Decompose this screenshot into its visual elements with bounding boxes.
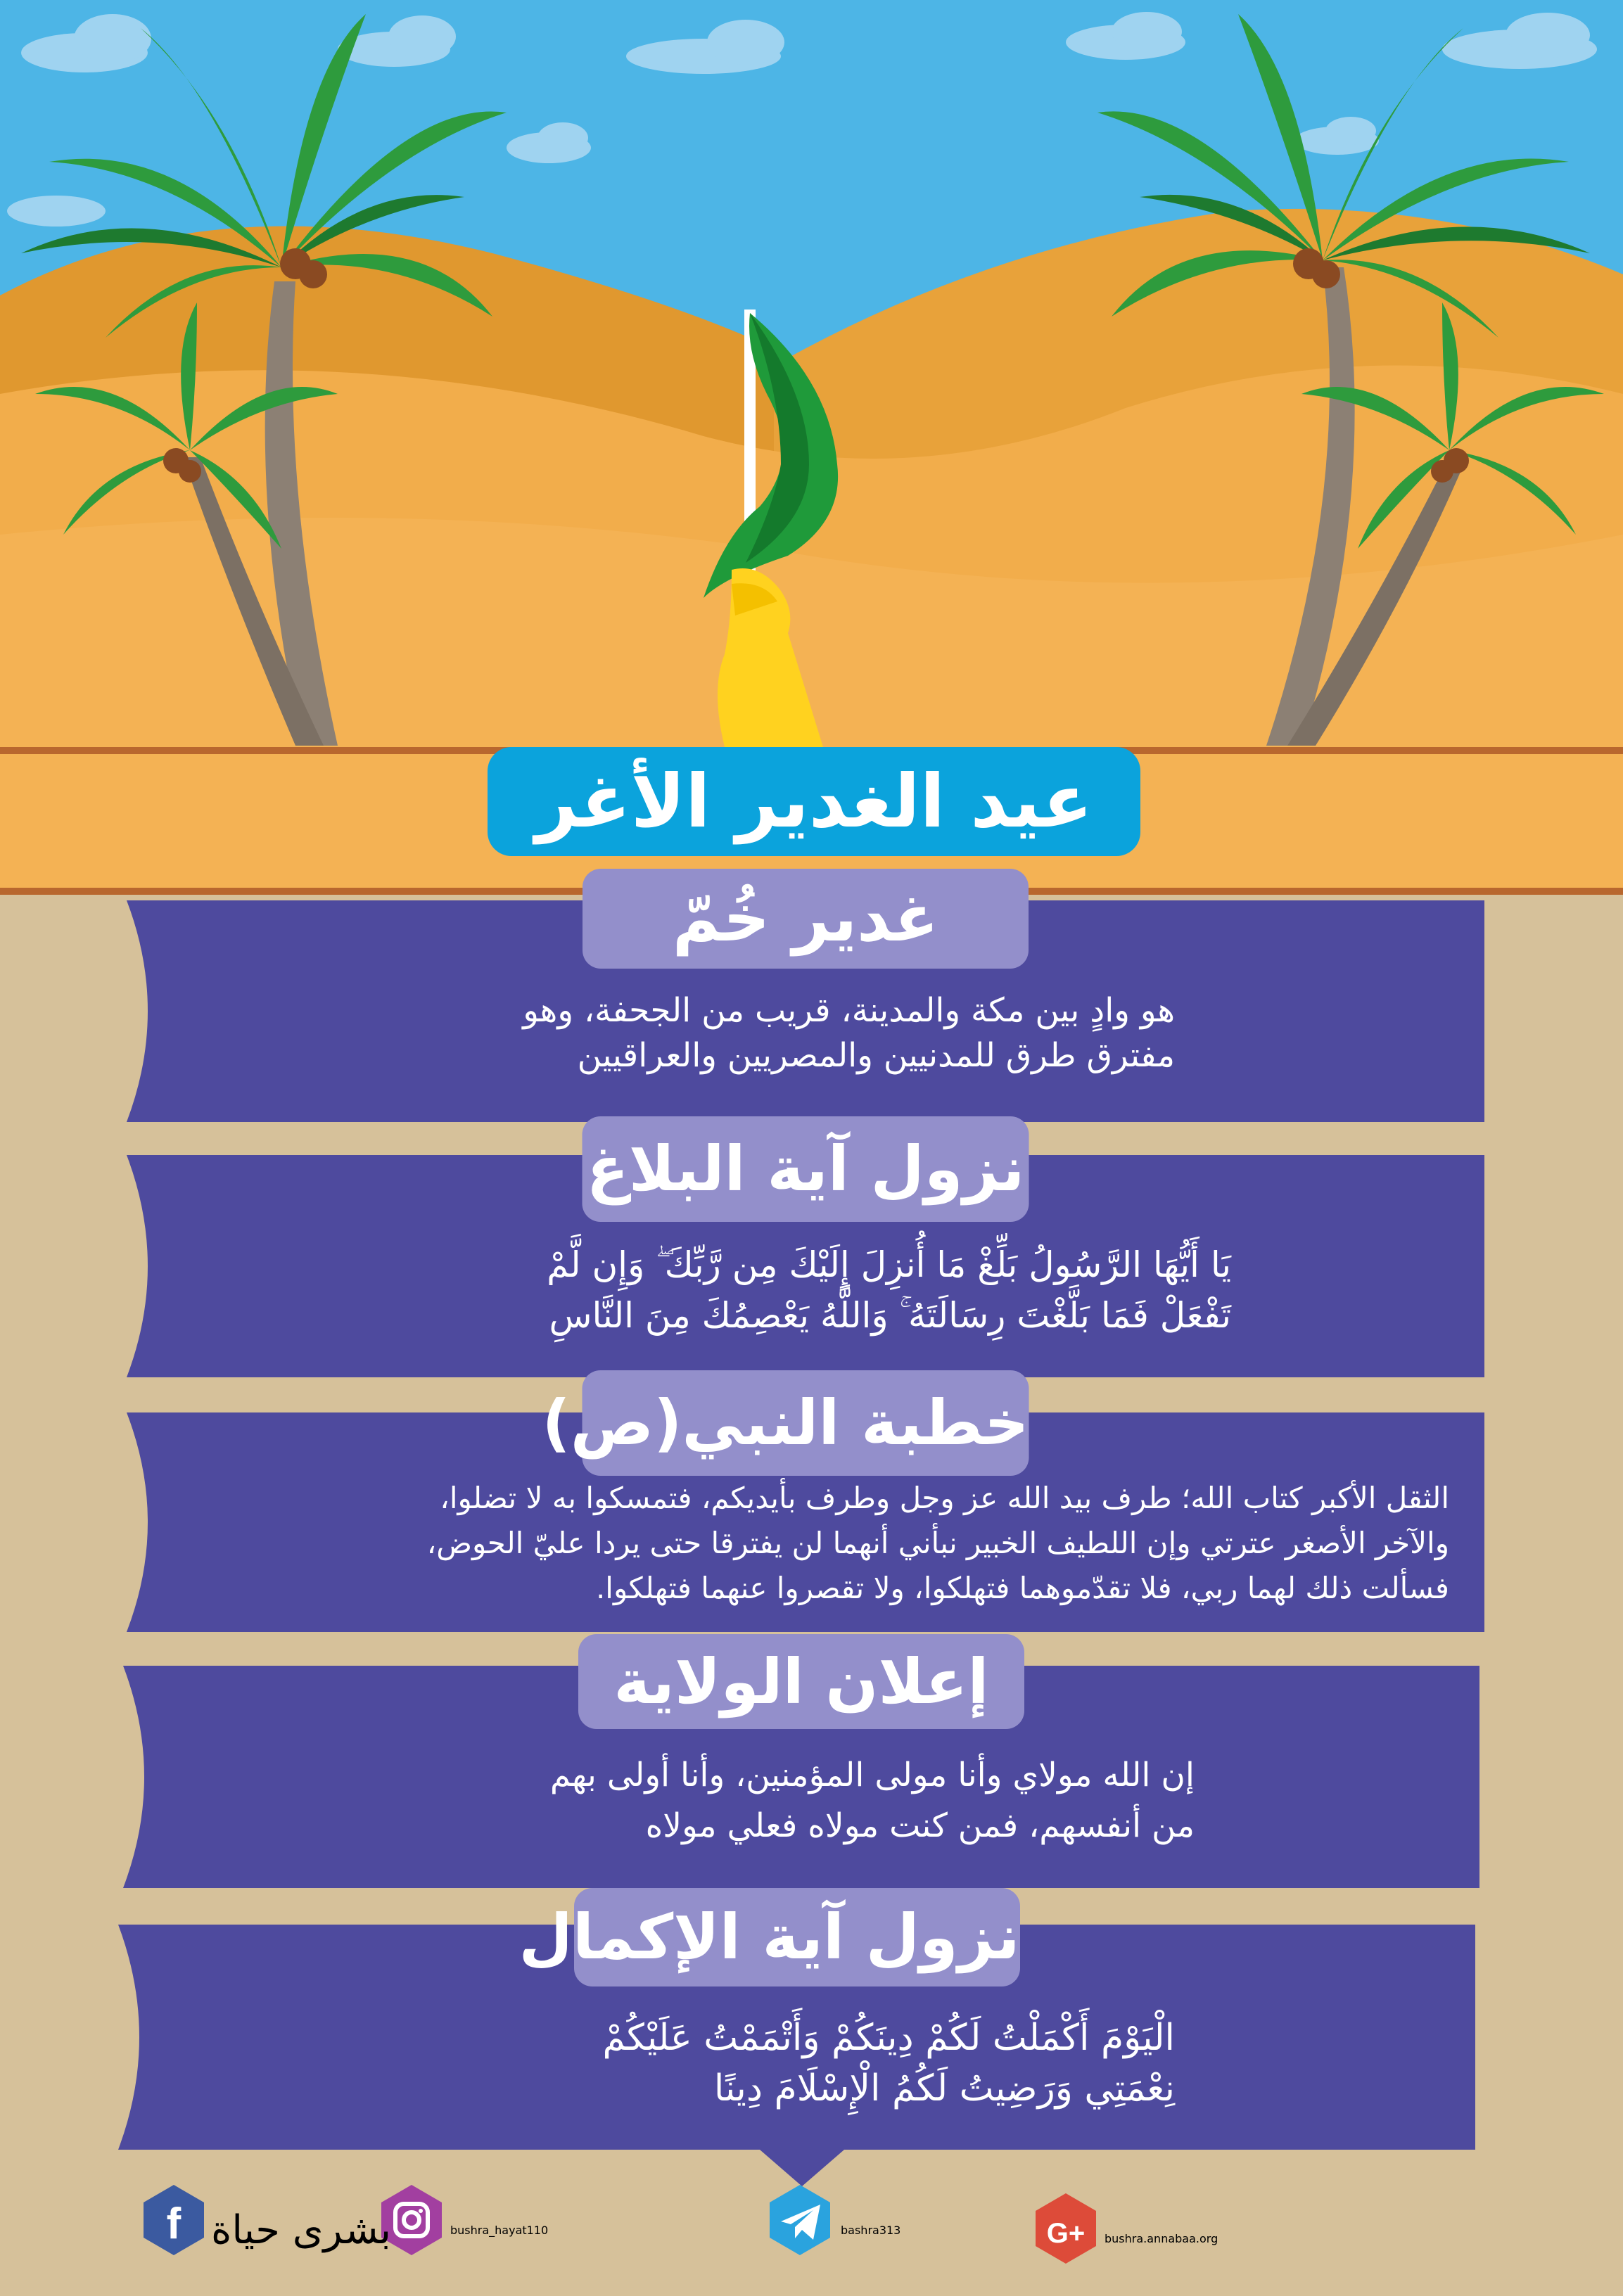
section-text: الثقل الأكبر كتاب الله؛ طرف بيد الله عز وجل وطرف بأيديكم، فتمسكوا به لا تضلوا، والآخر الأصغر عترتي وإن اللطيف الخبير نبأني أنهما لن يفترقا حتى يردا عليّ الحوض، فسألت ذلك لهما ربي، فلا تقدّموهما فتهلكوا، ولا تقصروا عنهما فتهلكوا. — [426, 1481, 1449, 1605]
section-prophet-sermon — [127, 1386, 1484, 1632]
facebook-icon[interactable] — [144, 2185, 204, 2255]
section-declaration-of-wilayah — [123, 1645, 1479, 1888]
instagram-icon[interactable] — [381, 2185, 442, 2255]
google-plus-icon[interactable] — [1036, 2193, 1096, 2264]
section-text: هو وادٍ بين مكة والمدينة، قريب من الجحفة، وهو مفترق طرق للمدنيين والمصريين والعراقيين — [523, 991, 1175, 1075]
svg-text:G+: G+ — [1046, 2218, 1086, 2249]
section-title: نزول آية البلاغ — [583, 1116, 1029, 1222]
section-verse-of-ikmal — [118, 1901, 1475, 2150]
section-title: إعلان الولاية — [578, 1634, 1024, 1729]
section-title: خطبة النبي(ص) — [583, 1370, 1029, 1476]
section-title: نزول آية الإكمال — [574, 1888, 1020, 1986]
section-text: الْيَوْمَ أَكْمَلْتُ لَكُمْ دِينَكُمْ وَأَتْمَمْتُ عَلَيْكُمْ نِعْمَتِي وَرَضِيتُ لَكُمُ الْإِسْلَامَ دِينًا — [602, 2017, 1175, 2110]
section-title: غدير خُمّ — [583, 869, 1029, 969]
section-verse-of-tabligh — [127, 1133, 1484, 1377]
section-ghadir-khumm — [127, 881, 1484, 1122]
telegram-icon[interactable] — [770, 2185, 830, 2255]
website-link[interactable]: bushra.annabaa.org — [1105, 2231, 1218, 2245]
section-text: يَا أَيُّهَا الرَّسُولُ بَلِّغْ مَا أُنزِلَ إِلَيْكَ مِن رَّبِّكَ ۖ وَإِن لَّمْ تَفْعَلْ فَمَا بَلَّغْتَ رِسَالَتَهُ ۚ وَاللَّهُ يَعْصِمُكَ مِنَ النَّاسِ — [547, 1244, 1231, 1336]
telegram-handle[interactable]: bashra313 — [841, 2223, 901, 2237]
instagram-handle[interactable]: bushra_hayat110 — [450, 2223, 549, 2237]
section-text: إن الله مولاي وأنا مولى المؤمنين، وأنا أولى بهم من أنفسهم، فمن كنت مولاه فعلي مولاه — [549, 1756, 1195, 1845]
banner-title: عيد الغدير الأغر — [488, 747, 1140, 856]
facebook-handle[interactable]: بشرى حياة — [211, 2207, 391, 2253]
svg-text:f: f — [166, 2200, 182, 2248]
